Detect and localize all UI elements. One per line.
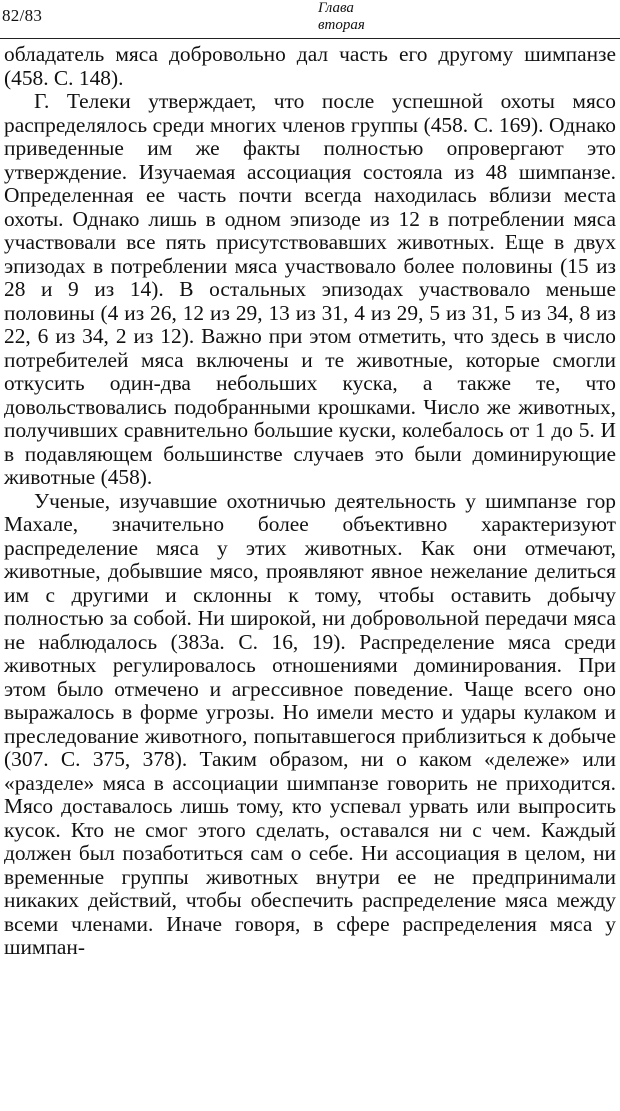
paragraph-mahale: Ученые, изучавшие охотничью деятельность у шимпанзе гор Махале, значительно более объективно характеризуют распределение мяса у этих животных. Как они отмечают, животные, добывшие мясо, проявляют явное нежелание делиться им с другими и склонны к тому, чтобы оставить добычу полностью за собой. Ни широкой, ни добровольной передачи мяса не наблюдалось (383а. С. 16, 19). Распределение мяса среди животных регулировалось отношениями доминирования. При этом было отмечено и агрессивное поведение. Чаще всего оно выражалось в форме угрозы. Но имели место и удары кулаком и преследование животного, попытавшегося приблизиться к добыче (307. С. 375, 378). Таким образом, ни о каком «дележе» или «разделе» мяса в ассоциации шимпанзе говорить не приходится. Мясо доставалось лишь тому, кто успевал урвать или выпросить кусок. Кто не смог этого сделать, оставался ни с чем. Каждый должен был позаботиться сам о себе. Ни ассоциация в целом, ни временные группы животных внутри ее не предпринимали никаких действий, чтобы обеспечить распределение мяса между всеми членами. Иначе говоря, в сфере распределения мяса у шимпан- xyxy=(4,488,616,959)
running-head xyxy=(318,0,365,34)
page-text xyxy=(4,43,616,960)
paragraph-continuation: обладатель мяса добровольно дал часть его другому шимпанзе (458. С. 148). xyxy=(4,42,616,90)
header-rule xyxy=(0,38,620,39)
paragraph-teleki: Г. Телеки утверждает, что после успешной охоты мясо распределялось среди многих членов группы (458. С. 169). Однако приведенные им же факты полностью опровергают это утверждение. Изучаемая ассоциация состояла из 48 шимпанзе. Определенная ее часть почти всегда находилась вблизи места охоты. Однако лишь в одном эпизоде из 12 в потреблении мяса участвовали все пять присутствовавших животных. Еще в двух эпизодах в потреблении мяса участвовало более половины (15 из 28 и 9 из 14). В остальных эпизодах участвовало меньше половины (4 из 26, 12 из 29, 13 из 31, 4 из 29, 5 из 31, 5 из 34, 8 из 22, 6 из 34, 2 из 12). Важно при этом отметить, что здесь в число потребителей мяса включены и те животные, которые смогли откусить один-два небольших куска, а также те, что довольствовались подобранными крошками. Число же животных, получивших сравнительно большие куски, колебалось от 1 до 5. И в подавляющем большинстве случаев это были доминирующие животные (458). xyxy=(4,89,616,489)
running-head-line1: Глава xyxy=(318,0,354,16)
page-header xyxy=(0,0,620,42)
page-number: 82/83 xyxy=(2,6,43,25)
running-head-line2: вторая xyxy=(318,17,365,33)
